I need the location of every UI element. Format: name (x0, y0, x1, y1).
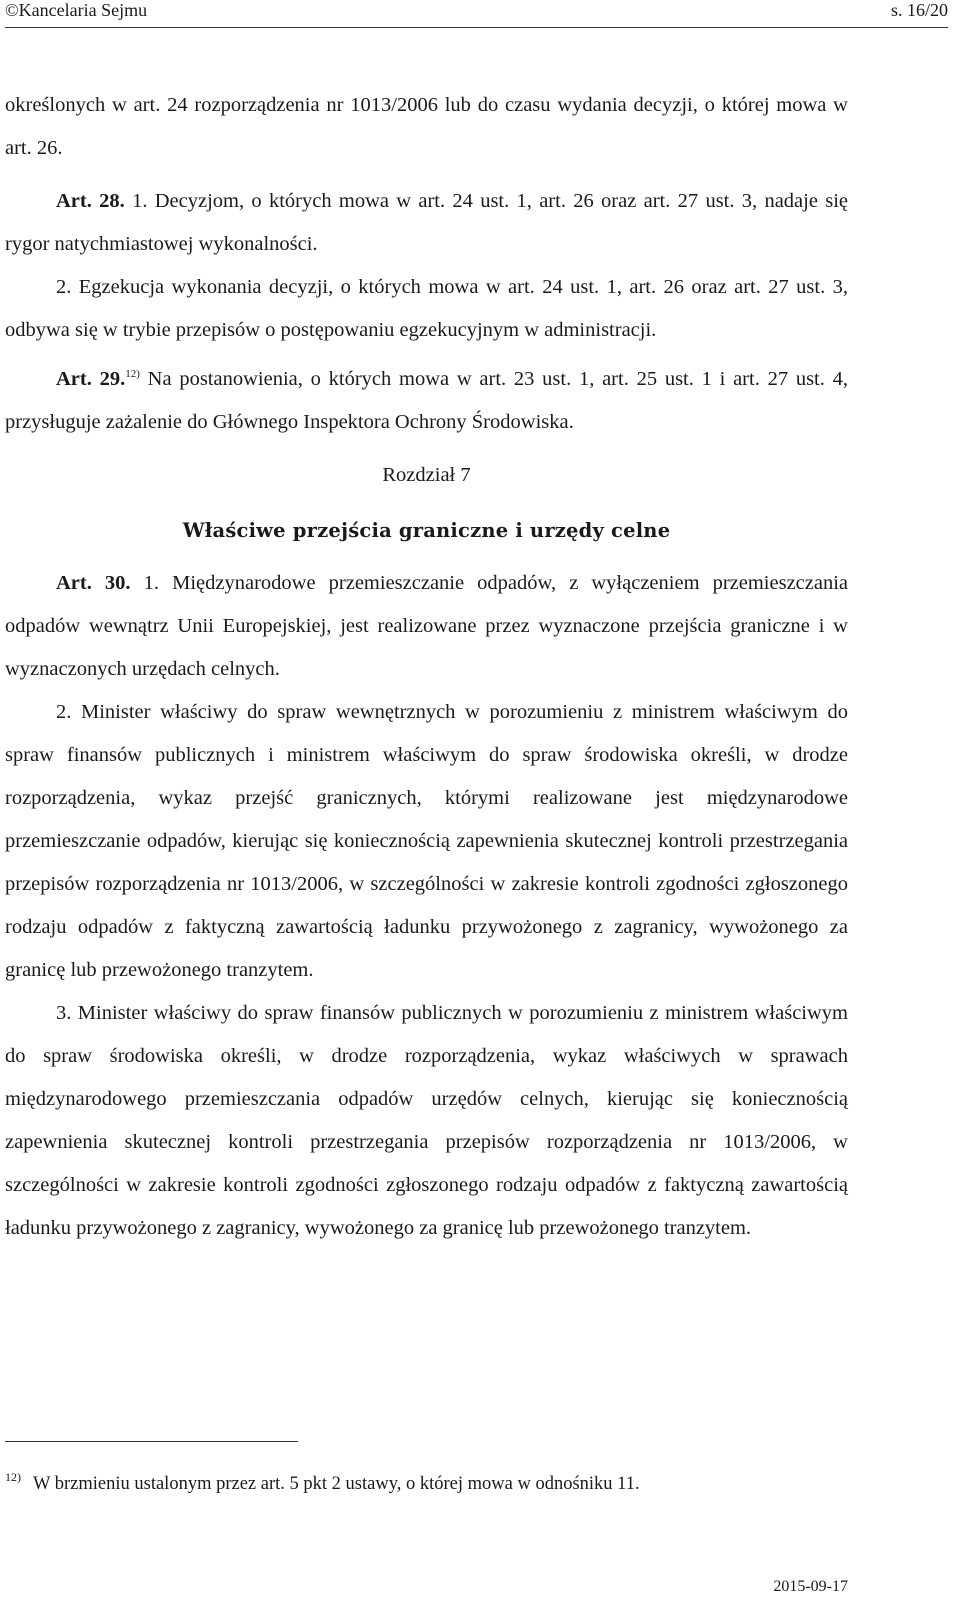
header-divider (5, 27, 948, 28)
footnote-text: W brzmieniu ustalonym przez art. 5 pkt 2 ustawy, o której mowa w odnośniku 11. (33, 1474, 640, 1494)
art-28-paragraph-2: 2. Egzekucja wykonania decyzji, o których mowa w art. 24 ust. 1, art. 26 oraz art. 27 ust. 3, odbywa się w trybie przepisów o postępowaniu egzekucyjnym w administracji. (5, 276, 848, 341)
continued-paragraph: określonych w art. 24 rozporządzenia nr 1013/2006 lub do czasu wydania decyzji, o której mowa w art. 26. (5, 94, 848, 159)
page-header (5, 0, 948, 30)
art-28-p1-number: 1. (132, 190, 148, 212)
art-30-p1-text: Międzynarodowe przemieszczanie odpadów, z wyłączeniem przemieszczania odpadów wewnątrz Unii Europejskiej, jest realizowane przez wyznaczone przejścia graniczne i w wyznaczonych urzędach celnych. (5, 572, 849, 680)
art-30-paragraph-1 (5, 562, 848, 691)
chapter-title: Właściwe przejścia graniczne i urzędy celne (182, 519, 671, 542)
art-29-text: Na postanowienia, o których mowa w art. 23 ust. 1, art. 25 ust. 1 i art. 27 ust. 4, przysługuje zażalenie do Głównego Inspektora Ochrony Środowiska. (5, 368, 848, 433)
art-28-label: Art. 28. (56, 190, 125, 212)
footnote-reference: 12) (125, 368, 140, 380)
art-29-paragraph (5, 358, 848, 444)
art-29-label: Art. 29. (56, 368, 126, 390)
footnote-mark: 12) (5, 1470, 21, 1484)
art-30-label: Art. 30. (56, 572, 131, 594)
art-28-paragraph-1 (5, 180, 848, 266)
header-page-number: s. 16/20 (890, 0, 948, 20)
footnote (5, 1465, 850, 1496)
document-body (5, 84, 848, 1250)
art-30-p1-number: 1. (143, 572, 160, 594)
art-30-paragraph-2: 2. Minister właściwy do spraw wewnętrznych w porozumieniu z ministrem właściwym do spraw finansów publicznych i ministrem właściwym do spraw środowiska określi, w drodze rozporządzenia, wykaz przejść granicznych, którymi realizowane jest międzynarodowe przemieszczanie odpadów, kierując się koniecznością zapewnienia skutecznej kontroli przestrzegania przepisów rozporządzenia nr 1013/2006, w szczególności w zakresie kontroli zgodności zgłoszonego rodzaju odpadów z faktyczną zawartością ładunku przywożonego z zagranicy, wywożonego za granicę lub przewożonego tranzytem. (5, 701, 848, 981)
footer-date: 2015-09-17 (773, 1578, 848, 1595)
chapter-number: Rozdział 7 (382, 464, 471, 486)
footnote-divider (5, 1441, 298, 1442)
header-publisher: ©Kancelaria Sejmu (5, 0, 148, 20)
art-28-p1-text: Decyzjom, o których mowa w art. 24 ust. 1, art. 26 oraz art. 27 ust. 3, nadaje się rygor natychmiastowej wykonalności. (5, 190, 849, 255)
art-30-paragraph-3: 3. Minister właściwy do spraw finansów publicznych w porozumieniu z ministrem właściwym do spraw środowiska określi, w drodze rozporządzenia, wykaz właściwych w sprawach międzynarodowego przemieszczania odpadów urzędów celnych, kierując się koniecznością zapewnienia skutecznej kontroli przestrzegania przepisów rozporządzenia nr 1013/2006, w szczególności w zakresie kontroli zgodności zgłoszonego rodzaju odpadów z faktyczną zawartością ładunku przywożonego z zagranicy, wywożonego za granicę lub przewożonego tranzytem. (5, 1002, 848, 1239)
